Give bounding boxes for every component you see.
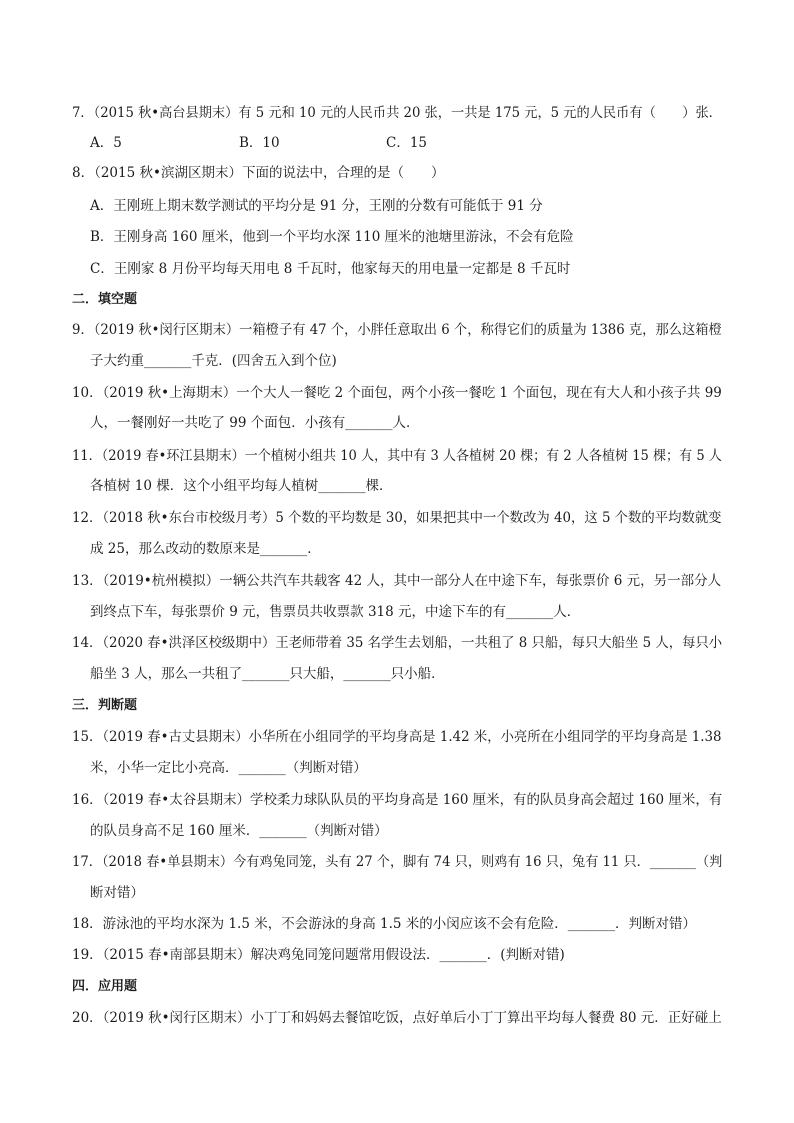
question-14-cont: 船坐 3 人，那么一共租了_______只大船，_______只小船． xyxy=(90,666,445,682)
question-13-cont: 到终点下车，每张票价 9 元，售票员共收票款 318 元，中途下车的有_______人． xyxy=(90,604,581,620)
question-8-option-c: C．王刚家 8 月份平均每天用电 8 千瓦时，他家每天的用电量一定都是 8 千瓦时 xyxy=(90,261,571,277)
question-7-option-a: A．5 xyxy=(90,135,122,151)
question-9: 9．（2019 秋•闵行区期末）一箱橙子有 47 个，小胖任意取出 6 个，称得它们的质量为 1386 克，那么这箱橙 xyxy=(72,322,722,338)
question-11: 11．（2019 春•环江县期末）一个植树小组共 10 人，其中有 3 人各植树 20 棵；有 2 人各植树 15 棵；有 5 人 xyxy=(72,448,722,464)
question-8: 8．（2015 秋•滨湖区期末）下面的说法中，合理的是（ ） xyxy=(72,165,445,181)
question-7-option-c: C．15 xyxy=(386,135,428,151)
question-16: 16．（2019 春•太谷县期末）学校柔力球队队员的平均身高是 160 厘米，有的队员身高会超过 160 厘米，有 xyxy=(72,792,723,808)
question-10: 10．（2019 秋•上海期末）一个大人一餐吃 2 个面包，两个小孩一餐吃 1 个面包，现在有大人和小孩子共 99 xyxy=(72,385,722,401)
section-heading-fill-in: 二．填空题 xyxy=(72,292,138,307)
question-12-cont: 成 25，那么改动的数原来是_______． xyxy=(90,541,321,557)
question-19: 19．（2015 春•南部县期末）解决鸡兔同笼问题常用假设法．_______．(判断对错) xyxy=(72,947,565,963)
question-13: 13．（2019•杭州模拟）一辆公共汽车共载客 42 人，其中一部分人在中途下车，每张票价 6 元，另一部分人 xyxy=(72,573,722,589)
question-8-option-b: B．王刚身高 160 厘米，他到一个平均水深 110 厘米的池塘里游泳，不会有危险 xyxy=(90,229,574,245)
question-15-cont: 米，小华一定比小亮高．_______（判断对错） xyxy=(90,760,367,776)
question-8-option-a: A．王刚班上期末数学测试的平均分是 91 分，王刚的分数有可能低于 91 分 xyxy=(90,198,543,214)
question-17: 17．（2018 春•单县期末）今有鸡兔同笼，头有 27 个，脚有 74 只，则鸡有 16 只，兔有 11 只．_______（判 xyxy=(72,854,723,870)
question-11-cont: 各植树 10 棵．这个小组平均每人植树_______棵． xyxy=(90,478,393,494)
question-14: 14．（2020 春•洪泽区校级期中）王老师带着 35 名学生去划船，一共租了 8 只船，每只大船坐 5 人，每只小 xyxy=(72,635,723,651)
question-7: 7．（2015 秋•高台县期末）有 5 元和 10 元的人民币共 20 张，一共是 175 元，5 元的人民币有（ ）张． xyxy=(72,105,722,121)
question-10-cont: 人，一餐刚好一共吃了 99 个面包．小孩有_______人． xyxy=(90,415,420,431)
question-17-cont: 断对错） xyxy=(90,885,144,901)
question-16-cont: 的队员身高不足 160 厘米．_______（判断对错） xyxy=(90,823,388,839)
question-15: 15．（2019 春•古丈县期末）小华所在小组同学的平均身高是 1.42 米，小亮所在小组同学的平均身高是 1.38 xyxy=(72,729,722,745)
section-heading-application: 四．应用题 xyxy=(72,979,138,994)
section-heading-true-false: 三．判断题 xyxy=(72,698,138,713)
question-9-cont: 子大约重_______千克．(四舍五入到个位) xyxy=(90,353,337,369)
question-20: 20．（2019 秋•闵行区期末）小丁丁和妈妈去餐馆吃饭，点好单后小丁丁算出平均每人餐费 80 元．正好碰上 xyxy=(72,1010,722,1026)
question-18: 18．游泳池的平均水深为 1.5 米，不会游泳的身高 1.5 米的小闵应该不会有危险．_______．判断对错） xyxy=(72,916,697,932)
question-12: 12．（2018 秋•东台市校级月考）5 个数的平均数是 30，如果把其中一个数改为 40，这 5 个数的平均数就变 xyxy=(72,510,722,526)
question-7-option-b: B．10 xyxy=(239,135,280,151)
